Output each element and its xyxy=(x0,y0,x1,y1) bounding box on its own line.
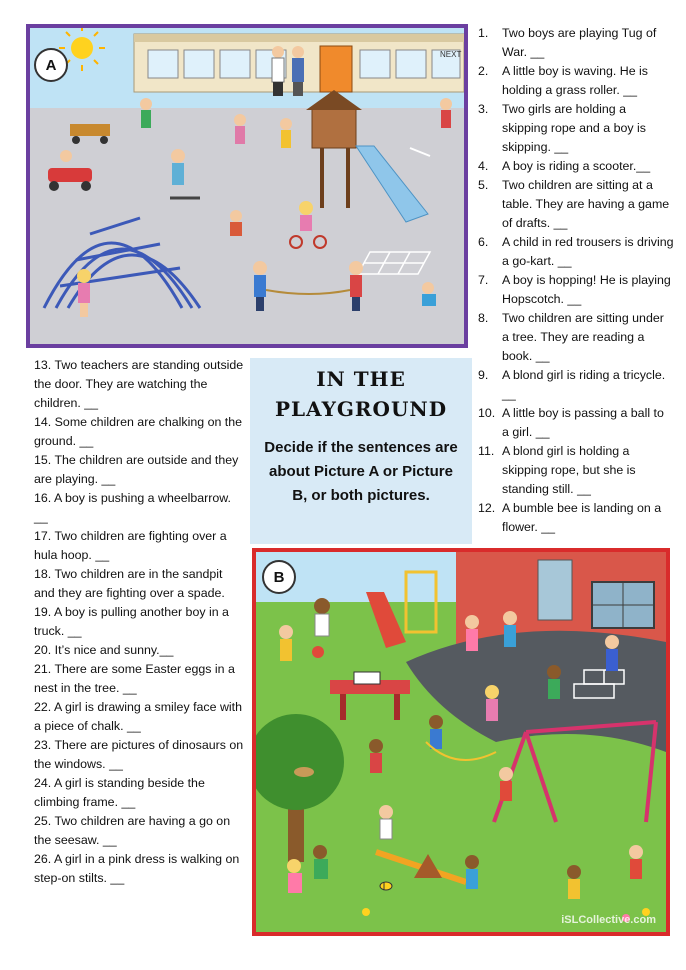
list-item: 17. Two children are fighting over a hula hoop. __ xyxy=(34,529,227,562)
list-item: 22. A girl is drawing a smiley face with a piece of chalk. __ xyxy=(34,700,242,733)
page-title: IN THE PLAYGROUND xyxy=(274,367,448,421)
picture-b-illustration xyxy=(256,552,666,932)
list-item: 15. The children are outside and they are playing. __ xyxy=(34,453,239,486)
list-item: 10. A little boy is passing a ball to a girl. __ xyxy=(478,406,664,439)
instructions: Decide if the sentences are about Picture A or Picture B, or both pictures. xyxy=(264,439,458,504)
watermark: iSLCollective.com xyxy=(561,914,656,926)
nest xyxy=(294,767,314,777)
picture-a xyxy=(26,24,468,348)
list-item: 16. A boy is pushing a wheelbarrow. __ xyxy=(34,491,232,524)
list-item: 13. Two teachers are standing outside the door. They are watching the children. __ xyxy=(34,358,244,410)
list-item: 1. Two boys are playing Tug of War. __ xyxy=(478,26,657,59)
list-item: 20. It’s nice and sunny.__ xyxy=(34,643,174,657)
picture-a-illustration xyxy=(30,28,464,344)
sentence-list-1-12 xyxy=(478,24,674,537)
list-item: 23. There are pictures of dinosaurs on the windows. __ xyxy=(34,738,244,771)
sentence-list-13-26 xyxy=(34,356,244,888)
list-item: 2. A little boy is waving. He is holding a grass roller. __ xyxy=(478,64,648,97)
list-item: 12. A bumble bee is landing on a flower. __ xyxy=(478,501,662,534)
list-item: 5. Two children are sitting at a table. They are having a game of drafts. __ xyxy=(478,178,670,230)
list-item: 9. A blond girl is riding a tricycle. __ xyxy=(478,368,666,401)
list-item: 8. Two children are sitting under a tree. They are reading a book. __ xyxy=(478,311,664,363)
bumble-bee-icon xyxy=(380,882,392,890)
list-item: 4. A boy is riding a scooter.__ xyxy=(478,159,651,173)
list-item: 7. A boy is hopping! He is playing Hopscotch. __ xyxy=(478,273,671,306)
door-sign: NEXT xyxy=(440,50,462,59)
list-item: 26. A girl in a pink dress is walking on step-on stilts. __ xyxy=(34,852,240,885)
list-item: 11. A blond girl is holding a skipping rope, but she is standing still. __ xyxy=(478,444,636,496)
list-item: 18. Two children are in the sandpit and they are fighting over a spade. xyxy=(34,567,225,600)
list-item: 25. Two children are having a go on the seesaw. __ xyxy=(34,814,231,847)
picture-b-label: B xyxy=(262,560,296,594)
picture-a-label: A xyxy=(34,48,68,82)
list-item: 21. There are some Easter eggs in a nest in the tree. __ xyxy=(34,662,235,695)
title-box xyxy=(250,358,472,544)
playground-ground xyxy=(30,108,464,344)
list-item: 14. Some children are chalking on the ground. __ xyxy=(34,415,243,448)
list-item: 6. A child in red trousers is driving a go-kart. __ xyxy=(478,235,674,268)
picture-b xyxy=(252,548,670,936)
ball xyxy=(312,646,324,658)
list-item: 3. Two girls are holding a skipping rope and a boy is skipping. __ xyxy=(478,102,646,154)
list-item: 24. A girl is standing beside the climbing frame. __ xyxy=(34,776,205,809)
list-item: 19. A boy is pulling another boy in a truck. __ xyxy=(34,605,229,638)
